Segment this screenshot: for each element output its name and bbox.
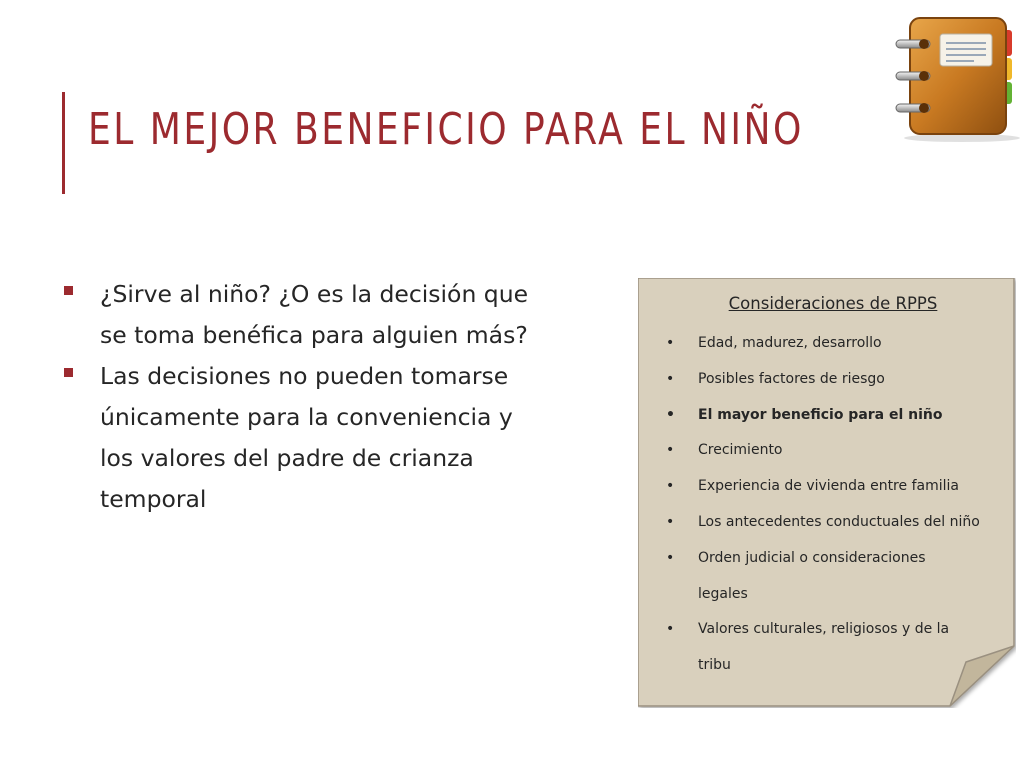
main-bullet-item [60, 356, 600, 520]
notebook-icon [892, 14, 1022, 144]
main-bullet-line: los valores del padre de crianza [100, 444, 474, 472]
bullet-dot-icon: • [666, 442, 675, 459]
note-item-text: Orden judicial o consideraciones [698, 549, 926, 566]
note-list-item [660, 612, 1020, 684]
note-item-text: Experiencia de vivienda entre familia [698, 478, 959, 495]
note-item-text: El mayor beneficio para el niño [698, 406, 943, 423]
square-bullet-icon [64, 286, 73, 295]
main-bullet-line: ¿Sirve al niño? ¿O es la decisión que [100, 280, 529, 308]
note-item-text: Edad, madurez, desarrollo [698, 335, 882, 351]
note-list [660, 326, 1020, 684]
bullet-dot-icon: • [666, 478, 675, 495]
bullet-dot-icon: • [666, 370, 675, 387]
title-accent-bar [62, 92, 65, 194]
main-bullet-line: se toma benéfica para alguien más? [100, 321, 528, 349]
bullet-dot-icon: • [666, 406, 675, 423]
note-list-item [660, 433, 1020, 469]
note-item-text: Crecimiento [698, 442, 783, 459]
slide-title: EL MEJOR BENEFICIO PARA EL NIÑO [88, 104, 804, 155]
square-bullet-icon [64, 368, 73, 377]
bullet-dot-icon: • [666, 621, 675, 638]
note-list-item [660, 505, 1020, 541]
note-card [638, 278, 1016, 708]
note-list-item [660, 326, 1020, 362]
note-heading: Consideraciones de RPPS [728, 294, 938, 313]
note-list-item [660, 469, 1020, 505]
note-item-text: Posibles factores de riesgo [698, 370, 885, 387]
main-bullet-list [60, 274, 600, 520]
note-list-item [660, 541, 1020, 613]
main-bullet-line: temporal [100, 485, 207, 513]
bullet-dot-icon: • [666, 513, 675, 530]
main-bullet-item [60, 274, 600, 356]
note-item-text: Los antecedentes conductuales del niño [698, 513, 980, 530]
bullet-dot-icon: • [666, 335, 675, 351]
note-list-item [660, 362, 1020, 398]
note-item-continuation: legales [698, 585, 748, 602]
note-item-continuation: tribu [698, 657, 731, 674]
main-bullet-line: Las decisiones no pueden tomarse [100, 362, 509, 390]
note-item-text: Valores culturales, religiosos y de la [698, 621, 950, 638]
main-bullet-line: únicamente para la conveniencia y [100, 403, 513, 431]
bullet-dot-icon: • [666, 549, 675, 566]
note-list-item [660, 398, 1020, 434]
